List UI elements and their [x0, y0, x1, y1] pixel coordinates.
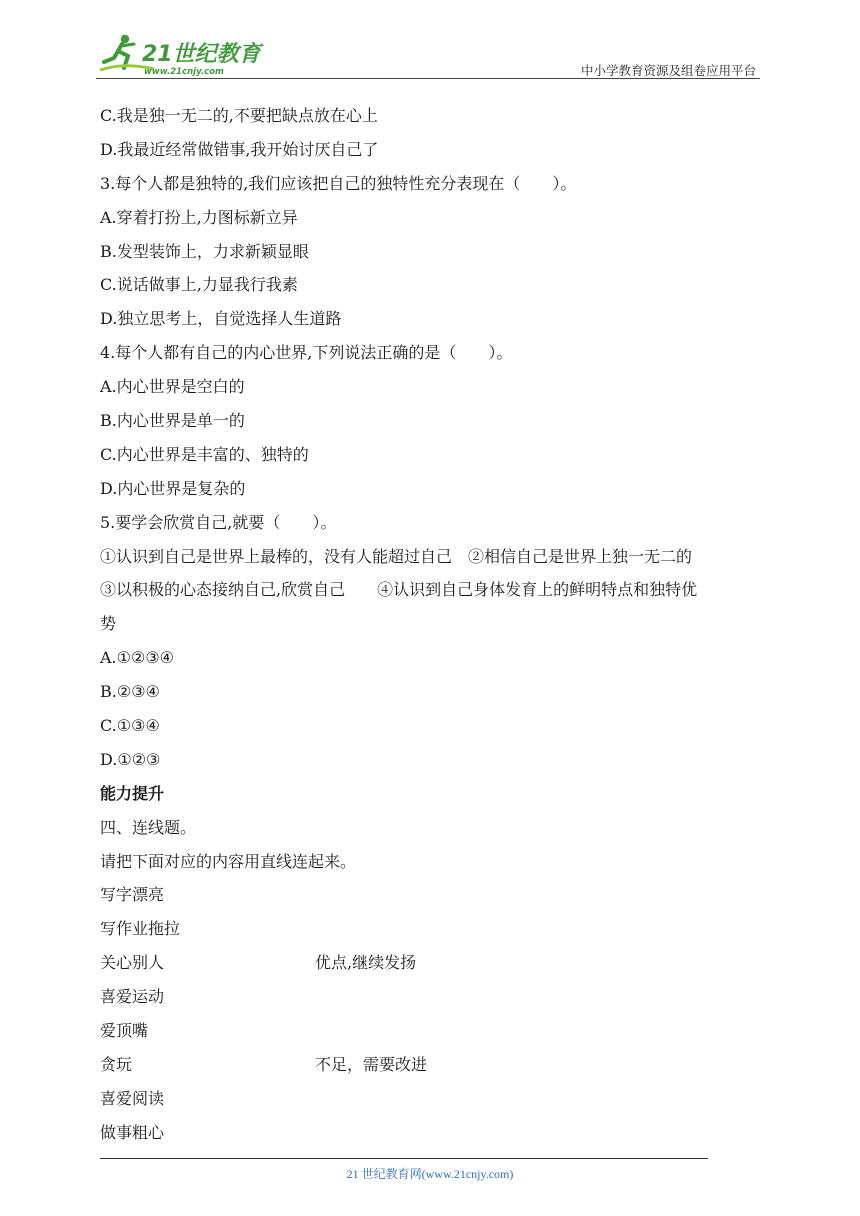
- option-line: C.①③④: [100, 716, 160, 735]
- match-item: 贪玩: [100, 1055, 133, 1074]
- statement-line: 势: [100, 614, 117, 633]
- question-3: 3.每个人都是独特的,我们应该把自己的独特性充分表现在（ ）。: [100, 174, 577, 193]
- instruction: 请把下面对应的内容用直线连起来。: [100, 852, 357, 871]
- option-line: D.独立思考上，自觉选择人生道路: [100, 309, 342, 328]
- option-line: C.我是独一无二的,不要把缺点放在心上: [100, 106, 378, 125]
- match-item: 关心别人: [100, 953, 165, 972]
- logo-text: 21世纪教育: [142, 42, 261, 67]
- option-line: D.①②③: [100, 750, 161, 769]
- option-line: C.说话做事上,力显我行我素: [100, 275, 298, 294]
- match-item: 写字漂亮: [100, 885, 165, 904]
- section-heading: 能力提升: [100, 784, 165, 803]
- match-item: 喜爱运动: [100, 987, 165, 1006]
- statement-line: ③以积极的心态接纳自己,欣赏自己 ④认识到自己身体发育上的鲜明特点和独特优: [100, 580, 698, 599]
- option-line: D.内心世界是复杂的: [100, 479, 246, 498]
- option-line: B.发型装饰上，力求新颖显眼: [100, 242, 309, 261]
- platform-name: 中小学教育资源及组卷应用平台: [580, 63, 756, 78]
- match-item: 爱顶嘴: [100, 1021, 149, 1040]
- footer-link[interactable]: 21 世纪教育网(www.21cnjy.com): [346, 1167, 514, 1181]
- match-item: 喜爱阅读: [100, 1089, 165, 1108]
- option-line: C.内心世界是丰富的、独特的: [100, 445, 309, 464]
- option-line: B.②③④: [100, 682, 160, 701]
- logo: [94, 32, 264, 78]
- question-5: 5.要学会欣赏自己,就要（ ）。: [100, 513, 337, 532]
- match-item: 写作业拖拉: [100, 919, 181, 938]
- option-line: B.内心世界是单一的: [100, 411, 245, 430]
- match-target: 优点,继续发扬: [315, 953, 417, 972]
- section-title: 四、连线题。: [100, 818, 197, 837]
- header-divider: [96, 78, 760, 79]
- option-line: A.穿着打扮上,力图标新立异: [100, 208, 298, 227]
- page-header: [0, 0, 860, 84]
- footer-divider: [100, 1158, 708, 1159]
- option-line: A.内心世界是空白的: [100, 377, 245, 396]
- logo-url: www.21cnjy.com: [144, 67, 224, 77]
- match-target: 不足，需要改进: [315, 1055, 428, 1074]
- question-4: 4.每个人都有自己的内心世界,下列说法正确的是（ ）。: [100, 343, 513, 362]
- option-line: D.我最近经常做错事,我开始讨厌自己了: [100, 140, 379, 159]
- match-item: 做事粗心: [100, 1123, 165, 1142]
- option-line: A.①②③④: [100, 648, 175, 667]
- statement-line: ①认识到自己是世界上最棒的，没有人能超过自己 ②相信自己是世界上独一无二的: [100, 547, 693, 566]
